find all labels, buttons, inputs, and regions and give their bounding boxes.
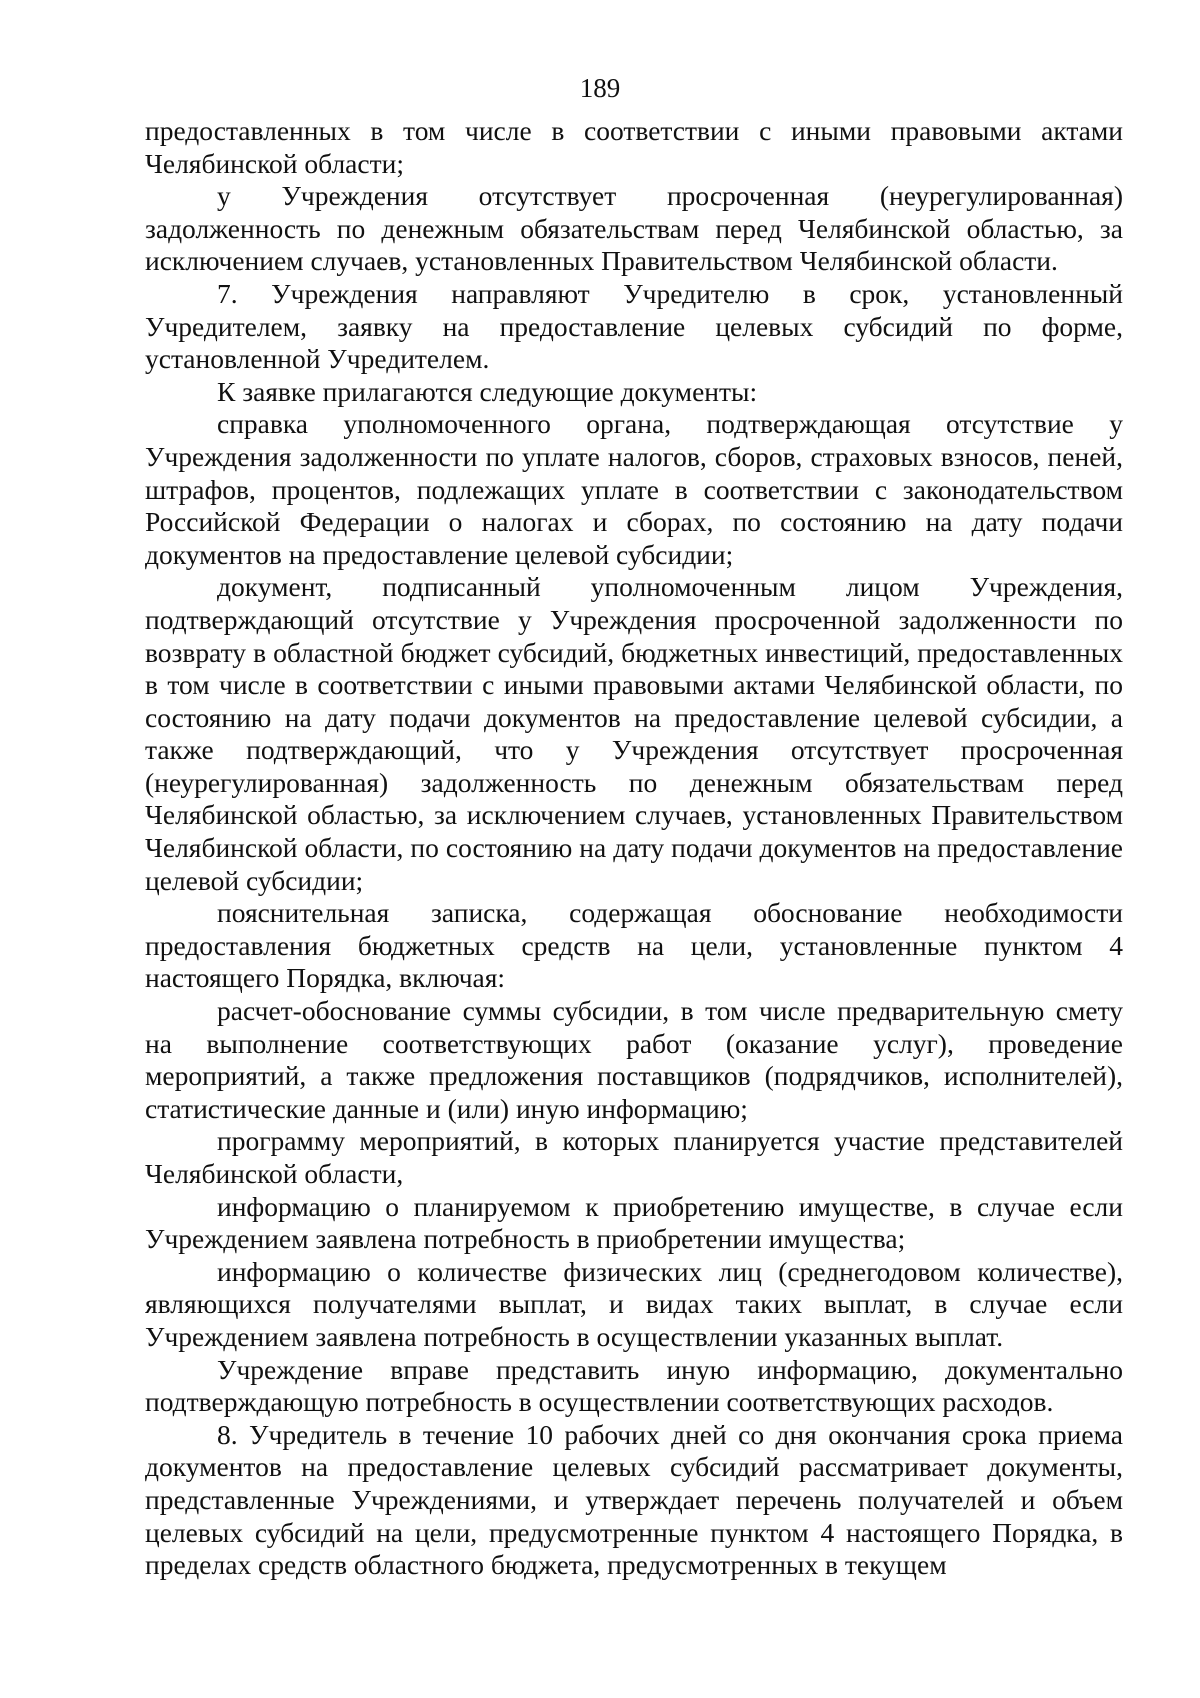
paragraph-12: Учреждение вправе представить иную информацию, документально подтверждающую потребность в осуществлении соответствующих расходов. [145, 1353, 1123, 1418]
paragraph-6: документ, подписанный уполномоченным лицом Учреждения, подтверждающий отсутствие у Учреждения просроченной задолженности по возврату в областной бюджет субсидий, бюджетных инвестиций, предоставленных в том числе в соответствии с иными правовыми актами Челябинской области, по состоянию на дату подачи документов на предоставление целевой субсидии, а также подтверждающий, что у Учреждения отсутствует просроченная (неурегулированная) задолженность по денежным обязательствам перед Челябинской областью, за исключением случаев, установленных Правительством Челябинской области, по состоянию на дату подачи документов на предоставление целевой субсидии; [145, 571, 1123, 896]
paragraph-13: 8. Учредитель в течение 10 рабочих дней со дня окончания срока приема документов на предоставление целевых субсидий рассматривает документы, представленные Учреждениями, и утверждает перечень получателей и объем целевых субсидий на цели, предусмотренные пунктом 4 настоящего Порядка, в пределах средств областного бюджета, предусмотренных в текущем [145, 1418, 1123, 1581]
paragraph-9: программу мероприятий, в которых планируется участие представителей Челябинской области, [145, 1125, 1123, 1189]
paragraph-4: К заявке прилагаются следующие документы: [217, 375, 758, 407]
page-number: 189 [579, 73, 621, 103]
paragraph-3: 7. Учреждения направляют Учредителю в срок, установленный Учредителем, заявку на предоставление целевых субсидий по форме, установленной Учредителем. [145, 277, 1123, 375]
paragraph-7: пояснительная записка, содержащая обоснование необходимости предоставления бюджетных средств на цели, установленные пунктом 4 настоящего Порядка, включая: [145, 897, 1123, 994]
paragraph-10: информацию о планируемом к приобретению имуществе, в случае если Учреждением заявлена потребность в приобретении имущества; [145, 1190, 1123, 1255]
document-body [145, 115, 1123, 1582]
paragraph-2: у Учреждения отсутствует просроченная (неурегулированная) задолженность по денежным обязательствам перед Челябинской областью, за исключением случаев, установленных Правительством Челябинской области. [145, 180, 1123, 277]
paragraph-11: информацию о количестве физических лиц (среднегодовом количестве), являющихся получателями выплат, и видах таких выплат, в случае если Учреждением заявлена потребность в осуществлении указанных выплат. [145, 1255, 1123, 1352]
paragraph-5: справка уполномоченного органа, подтверждающая отсутствие у Учреждения задолженности по уплате налогов, сборов, страховых взносов, пеней, штрафов, процентов, подлежащих уплате в соответствии с законодательством Российской Федерации о налогах и сборах, по состоянию на дату подачи документов на предоставление целевой субсидии; [145, 408, 1123, 570]
paragraph-1: предоставленных в том числе в соответствии с иными правовыми актами Челябинской области; [145, 115, 1123, 179]
paragraph-8: расчет-обоснование суммы субсидии, в том числе предварительную смету на выполнение соответствующих работ (оказание услуг), проведение мероприятий, а также предложения поставщиков (подрядчиков, исполнителей), статистические данные и (или) иную информацию; [145, 995, 1123, 1124]
